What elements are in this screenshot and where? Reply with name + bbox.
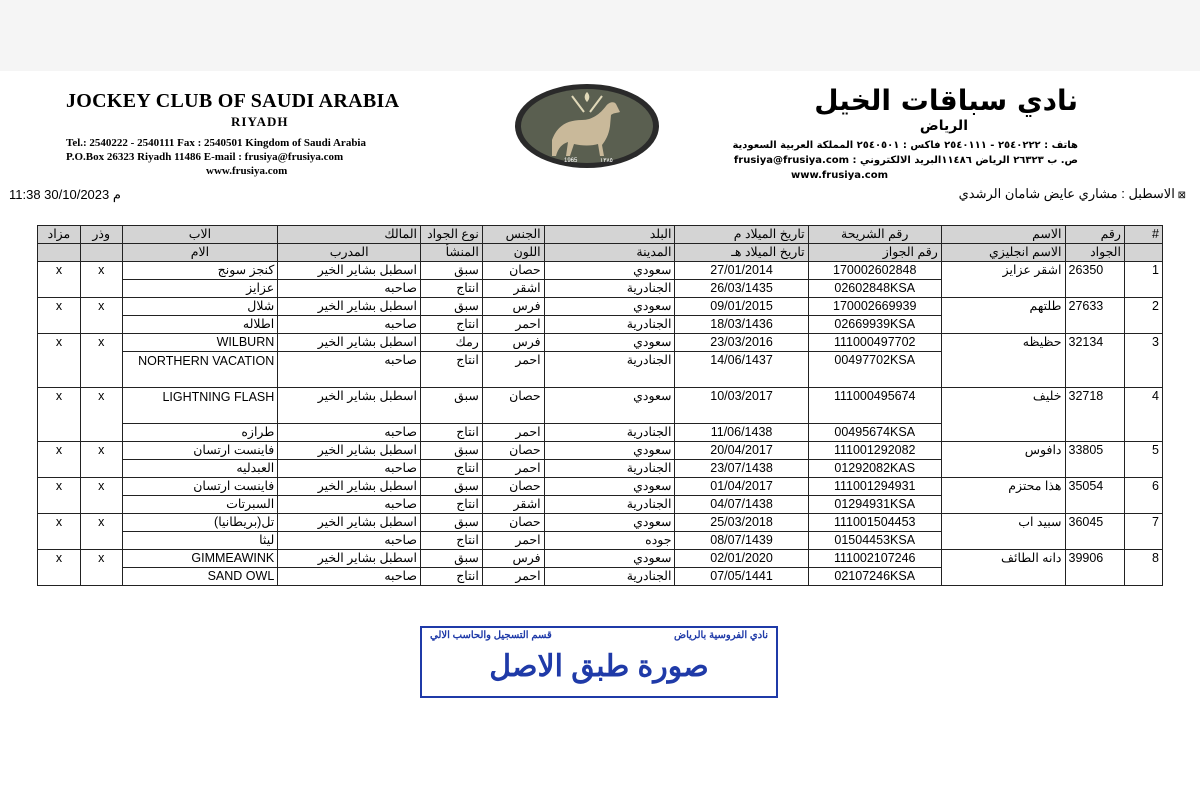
country: سعودي — [544, 262, 675, 280]
col-header-blank — [38, 244, 81, 262]
country: سعودي — [544, 550, 675, 568]
birth-date-hijri: 07/05/1441 — [675, 568, 808, 586]
birth-date-hijri: 08/07/1439 — [675, 532, 808, 550]
mazad-mark: x — [38, 334, 81, 388]
dam: طرازه — [122, 424, 278, 442]
mazad-mark: x — [38, 442, 81, 478]
wazr-mark: x — [80, 550, 122, 586]
origin: انتاج — [420, 352, 482, 388]
horse-number: 32134 — [1065, 334, 1124, 388]
contact-line-ar-2: ص. ب ٢٦٣٢٣ الرياض ١١٤٨٦البريد الالكتروني : frusiya@frusiya.com — [733, 155, 1078, 166]
col-header-horse-no: رقم — [1065, 226, 1124, 244]
logo-year-right: ١٣٨٥ — [600, 157, 613, 164]
country: سعودي — [544, 514, 675, 532]
city: الجنادرية — [544, 316, 675, 334]
row-index: 8 — [1124, 550, 1162, 586]
sex: حصان — [482, 514, 544, 532]
color: احمر — [482, 568, 544, 586]
passport-number: 02602848KSA — [808, 280, 941, 298]
horse-type: سبق — [420, 550, 482, 568]
birth-date-hijri: 18/03/1436 — [675, 316, 808, 334]
origin: انتاج — [420, 316, 482, 334]
col-header-country: البلد — [544, 226, 675, 244]
country: سعودي — [544, 442, 675, 460]
horse-number: 35054 — [1065, 478, 1124, 514]
horse-type: سبق — [420, 514, 482, 532]
top-bar — [0, 0, 1200, 71]
mazad-mark: x — [38, 262, 81, 298]
col-header-origin: المنشأ — [420, 244, 482, 262]
row-index: 5 — [1124, 442, 1162, 478]
birth-date-hijri: 23/07/1438 — [675, 460, 808, 478]
origin: انتاج — [420, 568, 482, 586]
dam: SAND OWL — [122, 568, 278, 586]
birth-date: 10/03/2017 — [675, 388, 808, 424]
sex: حصان — [482, 442, 544, 460]
birth-date: 01/04/2017 — [675, 478, 808, 496]
wazr-mark: x — [80, 388, 122, 442]
city: الجنادرية — [544, 496, 675, 514]
wazr-mark: x — [80, 514, 122, 550]
sire: LIGHTNING FLASH — [122, 388, 278, 424]
country: سعودي — [544, 388, 675, 424]
chip-number: 111002107246 — [808, 550, 941, 568]
owner: اسطبل بشاير الخير — [278, 334, 421, 352]
trainer: صاحبه — [278, 532, 421, 550]
col-header-passport: رقم الجواز — [808, 244, 941, 262]
horse-type: سبق — [420, 442, 482, 460]
trainer: صاحبه — [278, 424, 421, 442]
col-header-wazr: وذر — [80, 226, 122, 244]
origin: انتاج — [420, 460, 482, 478]
origin: انتاج — [420, 496, 482, 514]
certified-copy-stamp — [420, 626, 778, 698]
horse-type: سبق — [420, 262, 482, 280]
row-index: 2 — [1124, 298, 1162, 334]
col-header-mazad: مزاد — [38, 226, 81, 244]
passport-number: 01292082KAS — [808, 460, 941, 478]
chip-number: 111001504453 — [808, 514, 941, 532]
col-header-color: اللون — [482, 244, 544, 262]
trainer: صاحبه — [278, 352, 421, 388]
horse-type: سبق — [420, 478, 482, 496]
horse-name: طلتهم — [941, 298, 1065, 334]
dam: NORTHERN VACATION — [122, 352, 278, 388]
dam: ليثا — [122, 532, 278, 550]
row-index: 7 — [1124, 514, 1162, 550]
sire: تل(بريطانيا) — [122, 514, 278, 532]
birth-date-hijri: 26/03/1435 — [675, 280, 808, 298]
birth-date: 09/01/2015 — [675, 298, 808, 316]
birth-date: 27/01/2014 — [675, 262, 808, 280]
chip-number: 111001294931 — [808, 478, 941, 496]
sex: فرس — [482, 550, 544, 568]
sire: كنجز سونج — [122, 262, 278, 280]
passport-number: 02107246KSA — [808, 568, 941, 586]
sire: GIMMEAWINK — [122, 550, 278, 568]
birth-date-hijri: 11/06/1438 — [675, 424, 808, 442]
row-index: 6 — [1124, 478, 1162, 514]
col-header-dob-h: تاريخ الميلاد هـ — [675, 244, 808, 262]
col-header-trainer: المدرب — [278, 244, 421, 262]
horse-name: حظيظه — [941, 334, 1065, 388]
dam: العبدليه — [122, 460, 278, 478]
contact-line-en-1: Tel.: 2540222 - 2540111 Fax : 2540501 Kingdom of Saudi Arabia — [66, 137, 366, 149]
wazr-mark: x — [80, 334, 122, 388]
horse-type: سبق — [420, 298, 482, 316]
dam: السبرتات — [122, 496, 278, 514]
wazr-mark: x — [80, 262, 122, 298]
horse-name: هذا محتزم — [941, 478, 1065, 514]
owner: اسطبل بشاير الخير — [278, 442, 421, 460]
table-header-row-2 — [38, 244, 1163, 262]
wazr-mark: x — [80, 298, 122, 334]
sex: حصان — [482, 388, 544, 424]
col-header-dob: تاريخ الميلاد م — [675, 226, 808, 244]
horse-number: 33805 — [1065, 442, 1124, 478]
wazr-mark: x — [80, 442, 122, 478]
col-header-owner: المالك — [278, 226, 421, 244]
table-row — [38, 550, 1163, 568]
logo-year-left: 1965 — [564, 158, 578, 164]
country: سعودي — [544, 334, 675, 352]
col-header-horse: الجواد — [1065, 244, 1124, 262]
city: جوده — [544, 532, 675, 550]
col-header-name-en: الاسم انجليزي — [941, 244, 1065, 262]
horse-number: 39906 — [1065, 550, 1124, 586]
sex: فرس — [482, 334, 544, 352]
city-ar: الرياض — [919, 118, 968, 134]
owner: اسطبل بشاير الخير — [278, 478, 421, 496]
color: اشقر — [482, 496, 544, 514]
col-header-type: نوع الجواد — [420, 226, 482, 244]
col-header-index: # — [1124, 226, 1162, 244]
mazad-mark: x — [38, 514, 81, 550]
website-ar: www.frusiya.com — [791, 170, 888, 181]
origin: انتاج — [420, 424, 482, 442]
sex: حصان — [482, 478, 544, 496]
col-header-sire: الاب — [122, 226, 278, 244]
chip-number: 111000495674 — [808, 388, 941, 424]
horse-name: سبيد اب — [941, 514, 1065, 550]
color: احمر — [482, 352, 544, 388]
sire: شلال — [122, 298, 278, 316]
wazr-mark: x — [80, 478, 122, 514]
table-row — [38, 388, 1163, 424]
birth-date-hijri: 14/06/1437 — [675, 352, 808, 388]
col-header-name: الاسم — [941, 226, 1065, 244]
trainer: صاحبه — [278, 280, 421, 298]
color: احمر — [482, 316, 544, 334]
club-logo — [512, 82, 662, 170]
chip-number: 111000497702 — [808, 334, 941, 352]
color: احمر — [482, 532, 544, 550]
city: الجنادرية — [544, 460, 675, 478]
col-header-blank — [80, 244, 122, 262]
horse-number: 26350 — [1065, 262, 1124, 298]
col-header-city: المدينة — [544, 244, 675, 262]
birth-date: 20/04/2017 — [675, 442, 808, 460]
birth-date: 02/01/2020 — [675, 550, 808, 568]
table-row — [38, 514, 1163, 532]
horse-name: دافوس — [941, 442, 1065, 478]
club-name-ar: نادي سباقات الخيل — [814, 84, 1078, 117]
dam: اطلاله — [122, 316, 278, 334]
horses-table — [37, 225, 1163, 586]
owner: اسطبل بشاير الخير — [278, 514, 421, 532]
sex: فرس — [482, 298, 544, 316]
table-header-row-1 — [38, 226, 1163, 244]
horse-type: رمك — [420, 334, 482, 352]
color: احمر — [482, 424, 544, 442]
stamp-org: نادي الفروسية بالرياض — [674, 630, 768, 641]
origin: انتاج — [420, 532, 482, 550]
table-row — [38, 298, 1163, 316]
city: الجنادرية — [544, 352, 675, 388]
mazad-mark: x — [38, 388, 81, 442]
horse-type: سبق — [420, 388, 482, 424]
checkbox-icon: ⊠ — [1174, 190, 1186, 201]
trainer: صاحبه — [278, 496, 421, 514]
city: الجنادرية — [544, 424, 675, 442]
owner: اسطبل بشاير الخير — [278, 298, 421, 316]
mazad-mark: x — [38, 478, 81, 514]
sire: فاينست ارتسان — [122, 478, 278, 496]
owner: اسطبل بشاير الخير — [278, 388, 421, 424]
header-english — [66, 90, 466, 178]
city: الجنادرية — [544, 568, 675, 586]
horse-name: اشقر عزايز — [941, 262, 1065, 298]
chip-number: 170002669939 — [808, 298, 941, 316]
col-header-blank — [1124, 244, 1162, 262]
contact-line-en-2: P.O.Box 26323 Riyadh 11486 E-mail : frusiya@frusiya.com — [66, 151, 344, 163]
owner: اسطبل بشاير الخير — [278, 262, 421, 280]
passport-number: 01504453KSA — [808, 532, 941, 550]
color: اشقر — [482, 280, 544, 298]
sex: حصان — [482, 262, 544, 280]
trainer: صاحبه — [278, 568, 421, 586]
color: احمر — [482, 460, 544, 478]
table-row — [38, 478, 1163, 496]
row-index: 3 — [1124, 334, 1162, 388]
passport-number: 00495674KSA — [808, 424, 941, 442]
table-row — [38, 442, 1163, 460]
col-header-dam: الام — [122, 244, 278, 262]
trainer: صاحبه — [278, 460, 421, 478]
passport-number: 01294931KSA — [808, 496, 941, 514]
contact-line-ar-1: هاتف : ٢٥٤٠٢٢٢ - ٢٥٤٠١١١ فاكس : ٢٥٤٠٥٠١ المملكة العربية السعودية — [732, 140, 1078, 151]
stamp-department: قسم التسجيل والحاسب الالي — [430, 630, 552, 641]
row-index: 1 — [1124, 262, 1162, 298]
stable-text: الاسطبل : مشاري عايض شامان الرشدي — [958, 186, 1175, 201]
print-datetime: 11:38 30/10/2023 م — [9, 187, 121, 202]
city: الجنادرية — [544, 280, 675, 298]
horse-number: 36045 — [1065, 514, 1124, 550]
horse-number: 27633 — [1065, 298, 1124, 334]
chip-number: 111001292082 — [808, 442, 941, 460]
owner: اسطبل بشاير الخير — [278, 550, 421, 568]
col-header-sex: الجنس — [482, 226, 544, 244]
club-name-en: JOCKEY CLUB OF SAUDI ARABIA — [66, 90, 400, 112]
country: سعودي — [544, 478, 675, 496]
country: سعودي — [544, 298, 675, 316]
passport-number: 02669939KSA — [808, 316, 941, 334]
horse-name: خليف — [941, 388, 1065, 442]
dam: عزايز — [122, 280, 278, 298]
header-arabic — [678, 84, 1078, 183]
birth-date: 25/03/2018 — [675, 514, 808, 532]
passport-number: 00497702KSA — [808, 352, 941, 388]
chip-number: 170002602848 — [808, 262, 941, 280]
horse-name: دانه الطائف — [941, 550, 1065, 586]
website-en: www.frusiya.com — [206, 165, 288, 177]
table-row — [38, 334, 1163, 352]
sire: فاينست ارتسان — [122, 442, 278, 460]
col-header-chip: رقم الشريحة — [808, 226, 941, 244]
row-index: 4 — [1124, 388, 1162, 442]
stable-name — [959, 186, 1186, 202]
mazad-mark: x — [38, 298, 81, 334]
birth-date: 23/03/2016 — [675, 334, 808, 352]
city-en: RIYADH — [231, 114, 289, 129]
origin: انتاج — [420, 280, 482, 298]
mazad-mark: x — [38, 550, 81, 586]
horse-number: 32718 — [1065, 388, 1124, 442]
sire: WILBURN — [122, 334, 278, 352]
table-row — [38, 262, 1163, 280]
stamp-text: صورة طبق الاصل — [489, 650, 709, 683]
trainer: صاحبه — [278, 316, 421, 334]
birth-date-hijri: 04/07/1438 — [675, 496, 808, 514]
